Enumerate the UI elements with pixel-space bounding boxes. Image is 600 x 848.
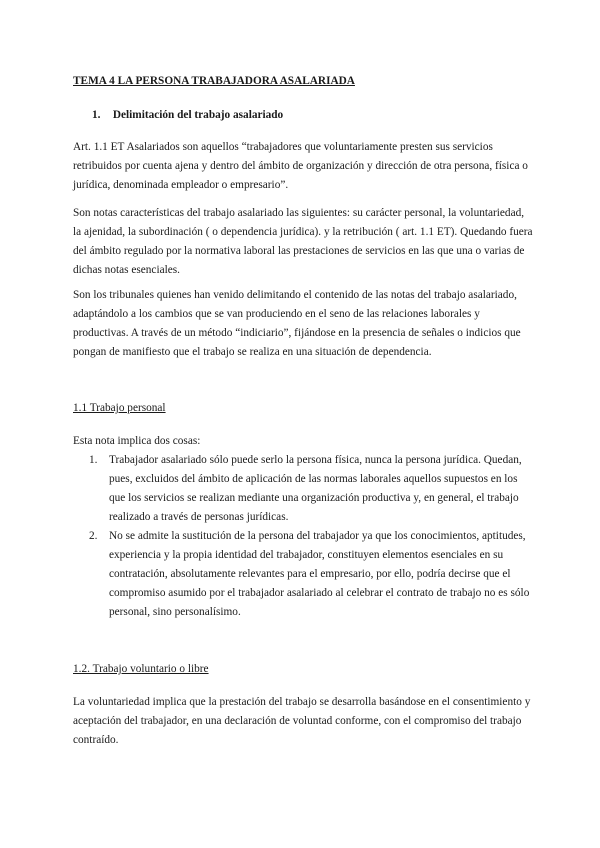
list-item-number: 1.	[89, 454, 98, 466]
subsection-heading-trabajo-personal: 1.1 Trabajo personal	[73, 402, 166, 414]
paragraph-tribunals: Son los tribunales quienes han venido delimitando el contenido de las notas del trabajo asalariado, adaptándolo a los cambios que se van produciendo en el seno de las relaciones laborales y productivas. A través de un método “indiciario”, fijándose en la presencia de señales o indicios que pongan de manifiesto que el trabajo se realiza en una situación de dependencia.	[73, 289, 521, 358]
list-item	[73, 451, 533, 527]
paragraph-notes: Son notas características del trabajo asalariado las siguientes: su carácter personal, la voluntariedad, la ajenidad, la subordinación ( o dependencia jurídica). y la retribución ( art. 1.1 ET). Quedando fuera del ámbito regulado por la normativa laboral las prestaciones de servicios en las que una o varias de dichas notas esenciales.	[73, 207, 533, 276]
list-item-text: No se admite la sustitución de la persona del trabajador ya que los conocimientos, aptitudes, experiencia y la propia identidad del trabajador, constituyen elementos esenciales en su contratación, absolutamente relevantes para el empresario, por ello, podría decirse que el compromiso asumido por el trabajador asalariado al celebrar el contrato de trabajo no es sólo personal, sino personalísimo.	[109, 530, 530, 618]
numbered-list	[73, 451, 533, 622]
list-item-number: 2.	[89, 530, 98, 542]
paragraph-definition: Art. 1.1 ET Asalariados son aquellos “trabajadores que voluntariamente presten sus servicios retribuidos por cuenta ajena y dentro del ámbito de organización y dirección de otra persona, física o jurídica, denominada empleador o empresario”.	[73, 141, 528, 191]
section-title: Delimitación del trabajo asalariado	[112, 109, 284, 121]
section-number: 1.	[92, 109, 101, 121]
document-title: TEMA 4 LA PERSONA TRABAJADORA ASALARIADA	[73, 75, 355, 87]
section-heading	[92, 106, 552, 125]
subsection-heading-trabajo-voluntario: 1.2. Trabajo voluntario o libre	[73, 663, 209, 675]
list-item-text: Trabajador asalariado sólo puede serlo la persona física, nunca la persona jurídica. Quedan, pues, excluidos del ámbito de aplicación de las normas laborales aquellos supuestos en los que los servicios se realizan mediante una organización productiva y, en general, el trabajo realizado a través de personas jurídicas.	[109, 454, 522, 523]
subsection-intro: Esta nota implica dos cosas:	[73, 435, 201, 447]
list-item	[73, 527, 533, 622]
paragraph-voluntariedad: La voluntariedad implica que la prestación del trabajo se desarrolla basándose en el consentimiento y aceptación del trabajador, en una declaración de voluntad conforme, con el compromiso del trabajo contraído.	[73, 696, 531, 746]
